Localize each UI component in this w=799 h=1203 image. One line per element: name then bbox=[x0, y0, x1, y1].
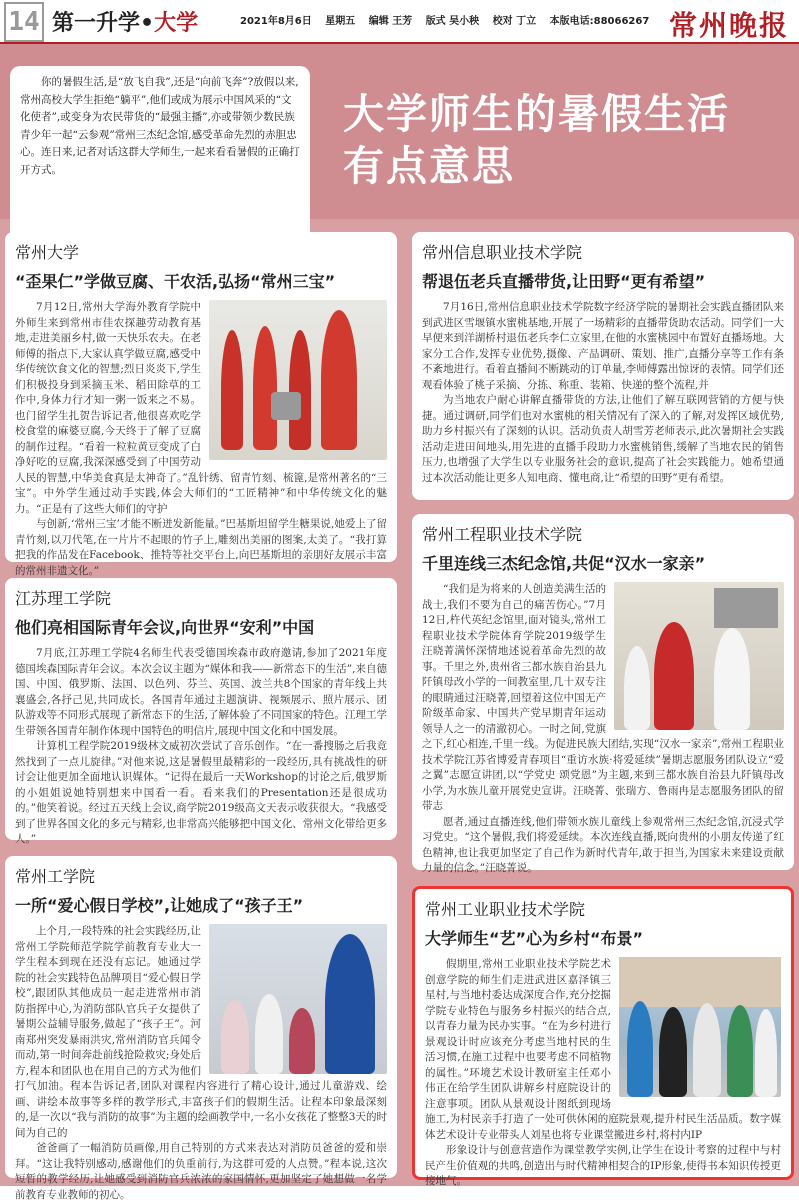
article-title: 千里连线三杰纪念馆,共促“汉水一家亲” bbox=[422, 554, 706, 573]
weekday: 星期五 bbox=[325, 16, 356, 27]
article-school: 常州信息职业技术学院 bbox=[422, 243, 583, 262]
article-title: 帮退伍老兵直播带货,让田野“更有希望” bbox=[422, 272, 706, 291]
hero-intro: 你的暑假生活,是“放飞自我”,还是“向前飞奔”?放假以来,常州高校大学生拒绝“躺平”,他们或成为展示中国风采的“文化使者”,或变身为农民带货的“最强主播”,亦或带领少数民族青少年一起“云参观”常州三杰纪念馆,感受革命先烈的赤胆忠心。连日来,记者对话这群大学师生,一起来看看暑假的正确打开方式。 bbox=[10, 66, 310, 241]
hero-title-line-1: 大学师生的暑假生活 bbox=[343, 90, 730, 138]
article-card-czu bbox=[5, 232, 397, 577]
article-card-czit bbox=[5, 856, 397, 1201]
newspaper-logo: 常州晚报 bbox=[668, 9, 789, 42]
article-photo bbox=[619, 957, 781, 1097]
editor-credit: 编辑 王芳 bbox=[368, 16, 413, 27]
article-paragraph: 假期里,常州工业职业技术学院艺术创意学院的师生们走进武进区嘉泽镇三星村,与当地村委达成深度合作,充分挖掘学院专业特色与服务乡村振兴的结合点,以青春力量为民办实事。“在为乡村进行景观设计时应该充分考虑当地村民的生活习惯,在施工过程中也要考虑不同植物的属性。”环境艺术设计教研室主任邓小伟正在给学生团队讲解乡村庭院设计的注意事项。团队从景观设计图纸到现场施工,为村民亲手打造了一处可供休闲的庭院景观,提升村民生活品质。数字媒体艺术设计专业带头人刘星也将专业课堂搬进乡村,将村内IP bbox=[425, 958, 781, 1141]
hero-title bbox=[343, 88, 783, 192]
article-school: 常州大学 bbox=[15, 243, 80, 262]
issue-date: 2021年8月6日 bbox=[240, 16, 312, 27]
article-card-czie bbox=[412, 514, 794, 874]
article-paragraph: 上个月,一段特殊的社会实践经历,让常州工学院师范学院学前教育专业大一学生程本到现在还没有忘记。她通过学院的社会实践特色品牌项目“爱心假日学校”,跟团队其他成员一起走进常州市消防指挥中心,为消防部队官兵子女提供了暑期公益辅导服务,做起了“孩子王”。河南郑州突发暴雨洪灾,常州消防官兵闻令而动,第一时间奔赴前线抢险救灾;身处后方,程本和团队也在用自己的方式为他们打气加油。程本告诉记者,团队对课程内容进行了精心设计,通过儿童游戏、绘画、讲绘本故事等多样的教学形式,丰富孩子们的假期生活。让程本印象最深刻的,是一次以“我与消防的故事”为主题的绘画教学中,一名小女孩花了整整3天的时间为自己的 bbox=[15, 925, 387, 1139]
article-paragraph: 计算机工程学院2019级林文威初次尝试了音乐创作。“在一番搜肠之后我竟然找到了一点儿旋律。”对他来说,这是暑假里最精彩的一段经历,具有挑战性的研讨会让他更加全面地认识媒体。“记得在最后一天Workshop的讨论之后,俄罗斯的小姐姐说她特别想来中国看一看。看来我们的Presentation还是很成功的。”他笑着说。经过五天线上会议,商学院2019级高文天表示收获很大。“我感受到了世界各国文化的多元与精彩,也非常高兴能够把中国文化、常州文化带给更多人。” bbox=[15, 740, 387, 845]
edition-phone: 本版电话:88066267 bbox=[549, 16, 650, 27]
section-name: 第一升学 bbox=[52, 11, 141, 36]
article-paragraph: 为当地农户耐心讲解直播带货的方法,让他们了解互联网营销的方便与快捷。通过调研,同学们也对水蜜桃的相关情况有了深入的了解,对发挥区域优势,助力乡村振兴有了深刻的认识。活动负责人胡雪芳老师表示,此次暑期社会实践活动走进田间地头,用先进的直播手段助力水蜜桃销售,缓解了当地农民的销售压力,也增强了大学生以专业服务社会的意识,提高了社会实践能力。她希望通过本次活动能让更多人知电商、懂电商,让“希望的田野”更有希望。 bbox=[422, 394, 784, 484]
edition-meta bbox=[240, 12, 659, 27]
article-school: 常州工程职业技术学院 bbox=[422, 525, 583, 544]
article-body bbox=[15, 646, 387, 848]
section-title: 第一升学•大学 bbox=[52, 11, 199, 36]
section-accent: 大学 bbox=[154, 11, 199, 36]
article-school: 常州工学院 bbox=[15, 867, 96, 886]
article-paragraph: 形象设计与创意营造作为课堂教学实例,让学生在设计考察的过程中与村民产生价值观的共鸣,创造出与时代精神相契合的IP形象,使得书本知识传授更接地气。 bbox=[425, 1144, 781, 1187]
article-photo bbox=[614, 582, 784, 730]
article-card-jsut bbox=[5, 578, 397, 845]
article-body bbox=[15, 300, 387, 579]
article-body bbox=[422, 300, 784, 486]
article-card-cziit bbox=[412, 886, 794, 1187]
article-paragraph: 7月12日,常州大学海外教育学院中外师生来到常州市佳农探趣劳动教育基地,走进美丽乡村,做一天快乐农夫。在老师傅的指点下,大家认真学做豆腐,感受中华传统饮食文化的智慧;烈日炎炎下,学生们积极投身到采摘玉米、稻田除草的工作中,身体力行才知一粥一饭来之不易。也门留学生扎贺告诉记者,他很喜欢吃学校食堂的麻婆豆腐,今天终于了解了豆腐的制作过程。“看着一粒粒黄豆变成了白净好吃的豆腐,我深深感受到了中国劳动人民的智慧,中华美食真是太神奇了。”乱针绣、留青竹刻、梳篦,是常州著名的“三宝”。中外学生通过动手实践,体会大师们的“工匠精神”和中华传统文化的魅力。“正是有了这些大师们的守护 bbox=[15, 301, 387, 515]
proof-credit: 校对 丁立 bbox=[492, 16, 537, 27]
article-paragraph: 与创新,‘常州三宝’才能不断迸发新能量。”巴基斯坦留学生糖果说,她爱上了留青竹刻,以刀代笔,在一片片不起眼的竹子上,雕刻出美丽的图案,太美了。“我打算把我的作品发在Facebook、推特等社交平台上,向巴基斯坦的亲朋好友展示丰富的常州非遗文化。” bbox=[15, 518, 387, 577]
article-paragraph: 爸爸画了一幅消防员画像,用自己特别的方式来表达对消防员爸爸的爱和崇拜。“这让我特别感动,感谢他们的负重前行,为这群可爱的人点赞。”程本说,这次短暂的教学经历,让她感受到消防官兵浓浓的家国情怀,更加坚定了她想做一名学前教育专业教师的初心。 bbox=[15, 1142, 387, 1201]
article-body bbox=[425, 957, 781, 1190]
hero-banner bbox=[0, 44, 799, 219]
page-header bbox=[0, 0, 799, 44]
article-photo bbox=[209, 300, 387, 460]
article-body bbox=[15, 924, 387, 1203]
article-paragraph: 愿者,通过直播连线,他们带领水族儿童线上参观常州三杰纪念馆,沉浸式学习党史。“这个暑假,我们将爱延续。本次连线直播,既向贵州的小朋友传递了红色精神,也让我更加坚定了自己作为新时代青年,敢于担当,为国家未来建设贡献力量的信念。”汪晓菁说。 bbox=[422, 815, 784, 874]
article-title: 大学师生“艺”心为乡村“布景” bbox=[425, 929, 644, 948]
article-title: 他们亮相国际青年会议,向世界“安利”中国 bbox=[15, 618, 315, 637]
page-number: 14 bbox=[4, 2, 44, 42]
article-title: “歪果仁”学做豆腐、干农活,弘扬“常州三宝” bbox=[15, 272, 336, 291]
article-paragraph: “我们是为将来的人创造美满生活的战士,我们不要为自己的痛苦伤心。”7月12日,杵代英纪念馆里,面对镜头,常州工程职业技术学院体育学院2019级学生汪晓菁满怀深情地述说着革命先烈的故事。千里之外,贵州省三都水族自治县九阡镇母改小学的一间教室里,几十双专注的眼睛通过汪晓菁,回望着这位中国无产阶级革命家、中国共产党早期青年运动领导人之一的清澈初心。一时之间,党旗之下,红心相连,千里一线。为促进民族大团结,实现“汉水一家亲”,常州工程职业技术学院江苏省博爱青春项目“重访水族·将爱延续”暑期志愿服务团队设立“爱之翼”志愿宣讲团,以“学党史 颂党恩”为主题,来到三都水族自治县九阡镇母改小学,为水族儿童开展党史宣讲。汪晓菁、张瑞方、鲁雨冉是志愿服务团队的留带志 bbox=[422, 583, 784, 812]
article-body bbox=[422, 582, 784, 877]
article-paragraph: 7月16日,常州信息职业技术学院数字经济学院的暑期社会实践直播团队来到武进区雪堰镇水蜜桃基地,开展了一场精彩的直播带货助农活动。同学们一大早便来到洋湖桥村退伍老兵李仁立家里,在他的水蜜桃园中布置好直播场地。大家分工合作,发挥专业优势,摄像、产品调研、策划、推广,直播分享等工作有条不紊地进行。看着直播间不断跳动的订单量,李师傅露出惊讶的表情。同学们还观看体验了桃子采摘、分拣、称重、装箱、快递的整个流程,并 bbox=[422, 301, 784, 391]
hero-title-line-2: 有点意思 bbox=[343, 142, 515, 190]
article-paragraph: 7月底,江苏理工学院4名师生代表受德国埃森市政府邀请,参加了2021年度德国埃森国际青年会议。本次会议主题为“媒体和我——新常态下的生活”,来自德国、中国、俄罗斯、法国、以色列、芬兰、英国、波兰共8个国家的青年线上共襄盛会,各抒己见,共同成长。各国青年通过主题演讲、视频展示、照片展示、团队游戏等不同形式展现了新常态下的生活,了解体验了不同国家的特色。江理工学生带领各国青年制作体现中国特色的明信片,展现中国文化和中国发展。 bbox=[15, 647, 387, 737]
article-card-czcit bbox=[412, 232, 794, 500]
article-school: 江苏理工学院 bbox=[15, 589, 112, 608]
article-school: 常州工业职业技术学院 bbox=[425, 900, 586, 919]
layout-credit: 版式 吴小秧 bbox=[425, 16, 480, 27]
article-title: 一所“爱心假日学校”,让她成了“孩子王” bbox=[15, 896, 304, 915]
article-photo bbox=[209, 924, 387, 1074]
